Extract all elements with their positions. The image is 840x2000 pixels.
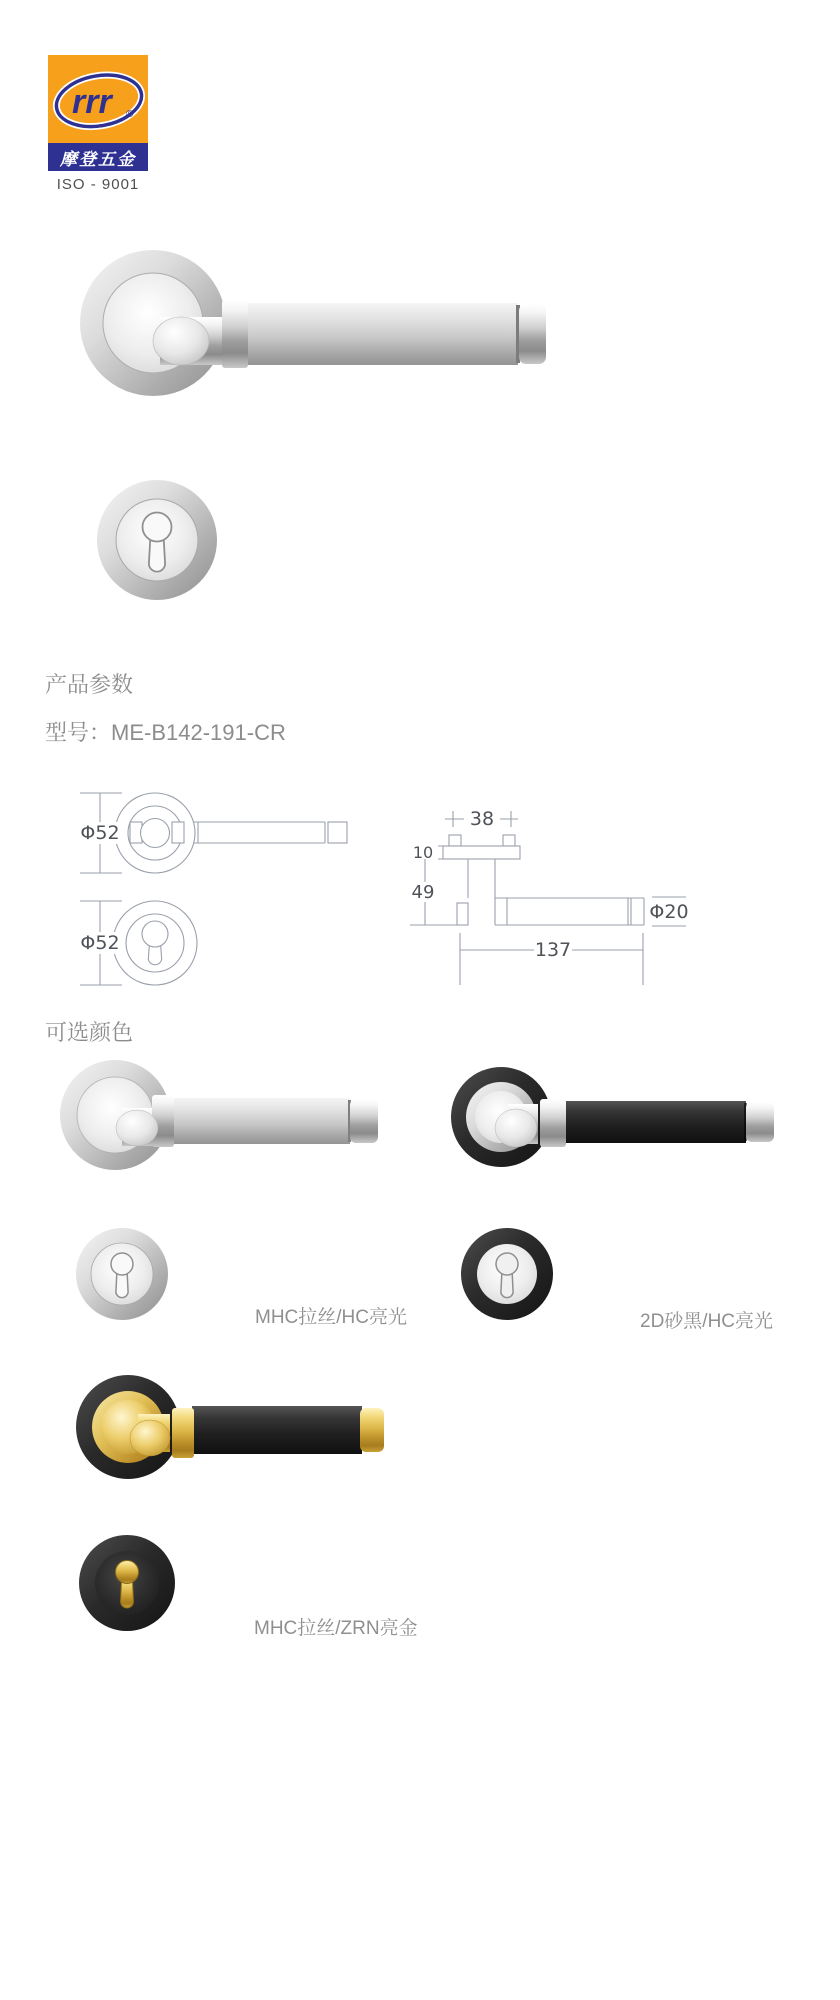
variant-label-black-chrome: 2D砂黑/HC亮光 (640, 1311, 774, 1332)
tech-drawing-side-view (408, 808, 689, 985)
brand-logo-icon (48, 55, 148, 143)
dim-lever-diameter: Φ20 (649, 901, 689, 923)
variant-black-gold-handle-photo (76, 1375, 384, 1479)
dim-rose-diameter: Φ52 (80, 822, 120, 844)
section-title-colors: 可选颜色 (45, 1020, 134, 1045)
variant-chrome-escutcheon-photo (76, 1228, 168, 1320)
main-handle-photo (80, 250, 546, 396)
product-illustrations (0, 200, 840, 1700)
iso-certification-label: ISO - 9001 (56, 176, 140, 193)
section-title-parameters: 产品参数 (45, 672, 134, 697)
model-number-line: 型号：ME-B142-191-CR (45, 720, 286, 745)
tech-drawing-front-views (80, 793, 347, 985)
logo-reg-mark: ® (126, 109, 134, 120)
dim-lever-length: 137 (534, 939, 572, 961)
dim-neck-height: 49 (411, 882, 435, 903)
dim-rose-thickness: 10 (412, 843, 434, 862)
variant-black-gold-escutcheon-photo (79, 1535, 175, 1631)
variant-black-chrome-handle-photo (451, 1067, 774, 1167)
variant-chrome-handle-photo (60, 1060, 378, 1170)
dim-escutcheon-diameter: Φ52 (80, 932, 120, 954)
variant-black-chrome-escutcheon-photo (461, 1228, 553, 1320)
variant-label-black-gold: MHC拉丝/ZRN亮金 (254, 1618, 418, 1639)
variant-label-chrome: MHC拉丝/HC亮光 (255, 1307, 407, 1328)
logo-mark-text: rrr (72, 83, 112, 121)
logo-banner-text: 摩登五金 (60, 149, 136, 169)
main-escutcheon-photo (97, 480, 217, 600)
logo-banner (48, 143, 148, 171)
brand-logo (48, 55, 148, 171)
dim-rose-top-width: 38 (469, 808, 495, 830)
